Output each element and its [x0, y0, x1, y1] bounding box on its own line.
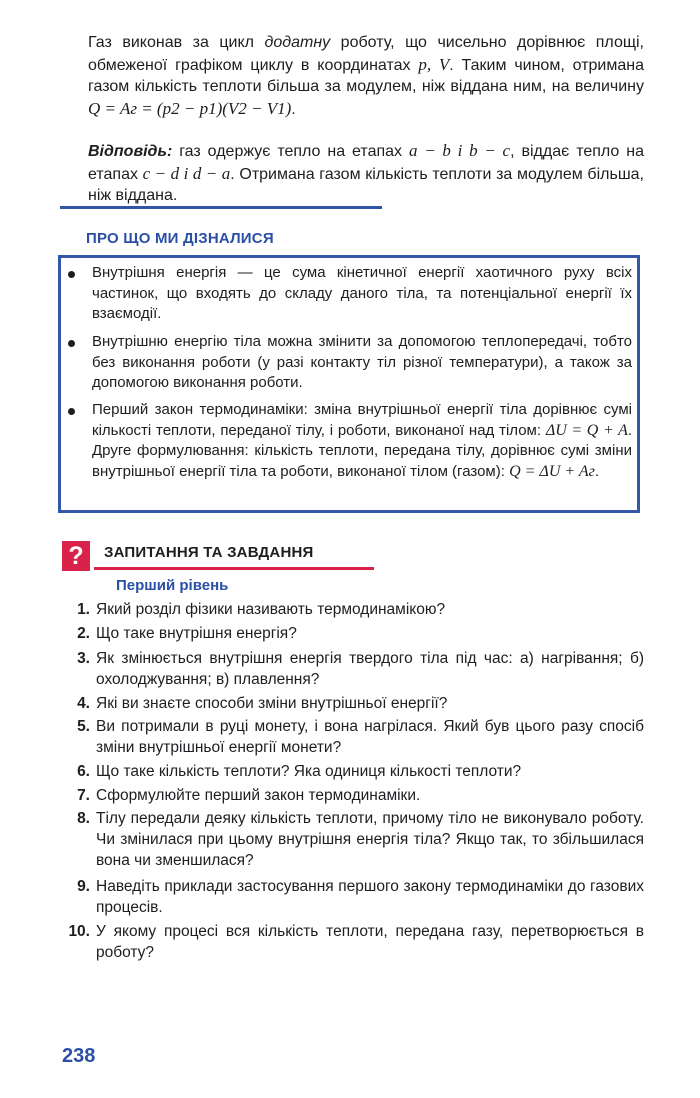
question-text: Що таке внутрішня енергія? [96, 625, 297, 642]
bullet-dot-icon [68, 340, 75, 347]
intro-text-2: роботу, що чисельно дорівнює площі, обмеженої графіком циклу в координатах [88, 34, 645, 74]
intro-text-end: . [291, 100, 296, 118]
question-text: У якому процесі вся кількість теплоти, передана газу, перетворюється в роботу? [96, 923, 644, 961]
question-text: Наведіть приклади застосування першого закону термодинаміки до газових процесів. [96, 878, 644, 916]
intro-variables: p, V [418, 54, 450, 74]
question-text: Ви потримали в руці монету, і вона нагрілася. Який був цього разу спосіб зміни внутрішньої енергії монети? [96, 718, 644, 756]
intro-formula: Q = Aг = (p2 − p1)(V2 − V1) [88, 98, 292, 118]
answer-text-2: , віддає тепло на етапах [88, 143, 644, 183]
question-number: 6. [77, 763, 90, 780]
intro-text-3: . Таким чином, отримана газом кількість теплоти більша за модулем, ніж віддана ним, на величину [88, 56, 644, 95]
first-law-formula: ΔU = Q + A [545, 421, 628, 439]
question-number: 8. [77, 810, 90, 827]
bullet-3-text-end: . [594, 462, 600, 480]
answer-paragraph [88, 140, 644, 207]
questions-underline [94, 567, 374, 570]
question-number: 2. [77, 625, 90, 642]
question-text: Який розділ фізики називають термодинамікою? [96, 601, 446, 618]
questions-title: ЗАПИТАННЯ ТА ЗАВДАННЯ [104, 544, 314, 561]
answer-text-3: . Отримана газом кількість теплоти за модулем більша, ніж віддана. [88, 165, 645, 204]
question-text: Як змінюється внутрішня енергія твердого тіла під час: а) нагрівання; б) охолоджування; в) плавлення? [96, 650, 644, 688]
summary-title: ПРО ЩО МИ ДІЗНАЛИСЯ [86, 230, 274, 247]
answer-stages-lose: c − d і d − a [142, 163, 231, 183]
question-text: Що таке кількість теплоти? Яка одиниця кількості теплоти? [96, 763, 522, 780]
question-text: Які ви знаєте способи зміни внутрішньої енергії? [96, 695, 448, 712]
summary-bullet-1: Внутрішня енергія — це сума кінетичної енергії хаотичного руху всіх частинок, що входять до складу даного тіла, та потенціальної енергії їх взаємодії. [92, 264, 632, 322]
page-number: 238 [62, 1045, 96, 1067]
summary-bullet-2: Внутрішню енергію тіла можна змінити за допомогою теплопередачі, тобто без виконання роботи (у разі контакту тіл різної температури), а також за допомогою виконання роботи. [92, 333, 632, 391]
question-text: Сформулюйте перший закон термодинаміки. [96, 787, 421, 804]
second-formulation-formula: Q = ΔU + Aг [509, 462, 595, 480]
bullet-dot-icon [68, 271, 75, 278]
question-text: Тілу передали деяку кількість теплоти, причому тіло не виконувало роботу. Чи змінилася при цьому внутрішня енергія тіла? Якщо так, то збільшилася вона чи зменшилася? [96, 810, 644, 869]
question-number: 10. [68, 923, 90, 940]
summary-bullet-3 [92, 400, 632, 482]
answer-text-1: газ одержує тепло на етапах [172, 143, 409, 160]
level-title: Перший рівень [116, 577, 229, 594]
bullet-dot-icon [68, 408, 75, 415]
question-number: 7. [77, 787, 90, 804]
intro-text-1: Газ виконав за цикл [88, 34, 265, 51]
answer-stages-gain: a − b і b − c [408, 141, 511, 160]
question-number: 3. [77, 650, 90, 667]
bullet-3-text-1: Перший закон термодинаміки: зміна внутрішньої енергії тіла дорівнює сумі кількості теплоти, переданої тілу, і роботи, виконаної над тілом: [92, 401, 632, 439]
question-number: 1. [77, 601, 90, 618]
question-number: 5. [77, 718, 90, 735]
intro-emphasis: додатну [264, 34, 331, 51]
question-mark-icon: ? [62, 541, 90, 571]
answer-label: Відповідь: [88, 143, 173, 160]
intro-paragraph [88, 32, 644, 120]
bullet-3-text-2: . Друге формулювання: кількість теплоти, передана тілу, дорівнює сумі зміни внутрішньої енергії тіла та роботи, виконаної тілом (газом): [92, 421, 633, 480]
question-number: 4. [77, 695, 90, 712]
question-number: 9. [77, 878, 90, 895]
section-divider [60, 206, 382, 209]
